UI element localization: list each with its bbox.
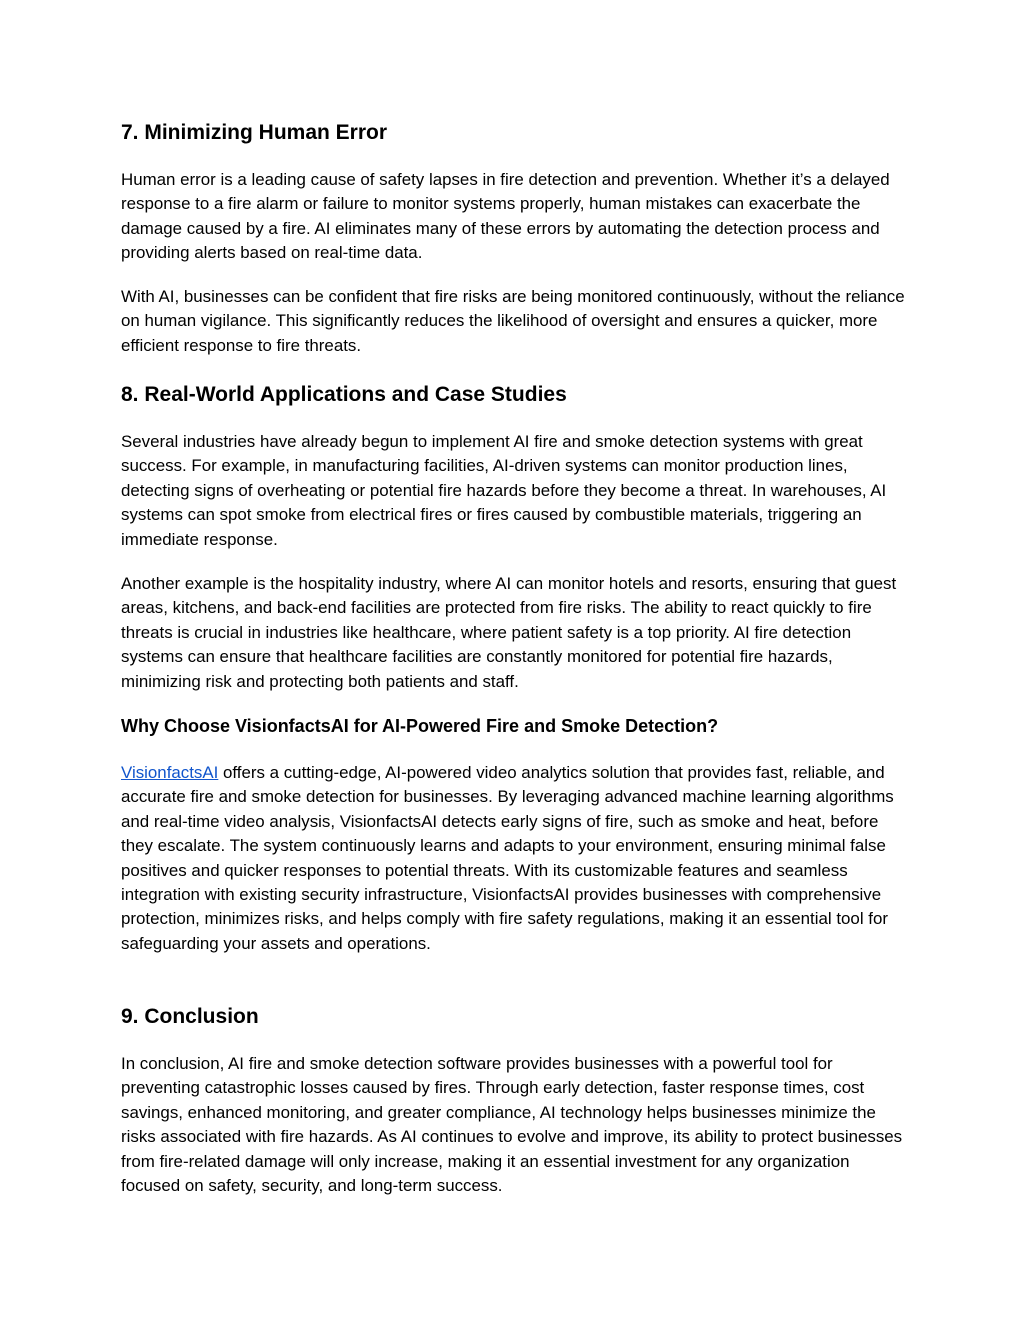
- subheading-why-choose-visionfactsai: Why Choose VisionfactsAI for AI-Powered Fire and Smoke Detection?: [121, 716, 719, 736]
- paragraph-conclusion: In conclusion, AI fire and smoke detection software provides businesses with a powerful tool for preventing catastrophic losses caused by fires. Through early detection, faster response times, cost savings, enhanced monitoring, and greater compliance, AI technology helps businesses minimize the risks associated with fire hazards. As AI continues to evolve and improve, its ability to protect businesses from fire-related damage will only increase, making it an essential investment for any organization focused on safety, security, and long-term success.: [121, 1054, 903, 1196]
- paragraph-human-error-intro: Human error is a leading cause of safety lapses in fire detection and prevention. Whether it’s a delayed response to a fire alarm or failure to monitor systems properly, human mistakes can exacerbate the damage caused by a fire. AI eliminates many of these errors by automating the detection process and providing alerts based on real-time data.: [121, 170, 890, 263]
- section-heading-real-world-applications: 8. Real-World Applications and Case Studies: [121, 383, 567, 406]
- section-heading-conclusion: 9. Conclusion: [121, 1005, 259, 1028]
- paragraph-human-error-ai: With AI, businesses can be confident that fire risks are being monitored continuously, without the reliance on human vigilance. This significantly reduces the likelihood of oversight and ensures a quicker, more efficient response to fire threats.: [121, 287, 905, 355]
- visionfactsai-paragraph-text: offers a cutting-edge, AI-powered video analytics solution that provides fast, reliable, and accurate fire and smoke detection for businesses. By leveraging advanced machine learning algorithms and real-time video analysis, VisionfactsAI detects early signs of fire, such as smoke and heat, before they escalate. The system continuously learns and adapts to your environment, ensuring minimal false positives and quicker responses to potential threats. With its customizable features and seamless integration with existing security infrastructure, VisionfactsAI provides businesses with comprehensive protection, minimizes risks, and helps comply with fire safety regulations, making it an essential tool for safeguarding your assets and operations.: [121, 763, 894, 953]
- paragraph-industries: Several industries have already begun to implement AI fire and smoke detection systems with great success. For example, in manufacturing facilities, AI-driven systems can monitor production lines, detecting signs of overheating or potential fire hazards before they become a threat. In warehouses, AI systems can spot smoke from electrical fires or fires caused by combustible materials, triggering an immediate response.: [121, 432, 887, 549]
- section-heading-minimizing-human-error: 7. Minimizing Human Error: [121, 121, 388, 144]
- paragraph-hospitality: Another example is the hospitality industry, where AI can monitor hotels and resorts, ensuring that guest areas, kitchens, and back-end facilities are protected from fire risks. The ability to react quickly to fire threats is crucial in industries like healthcare, where patient safety is a top priority. AI fire detection systems can ensure that healthcare facilities are constantly monitored for potential fire hazards, minimizing risk and protecting both patients and staff.: [121, 574, 897, 691]
- visionfactsai-link[interactable]: VisionfactsAI: [121, 763, 219, 782]
- paragraph-visionfactsai: [121, 761, 911, 956]
